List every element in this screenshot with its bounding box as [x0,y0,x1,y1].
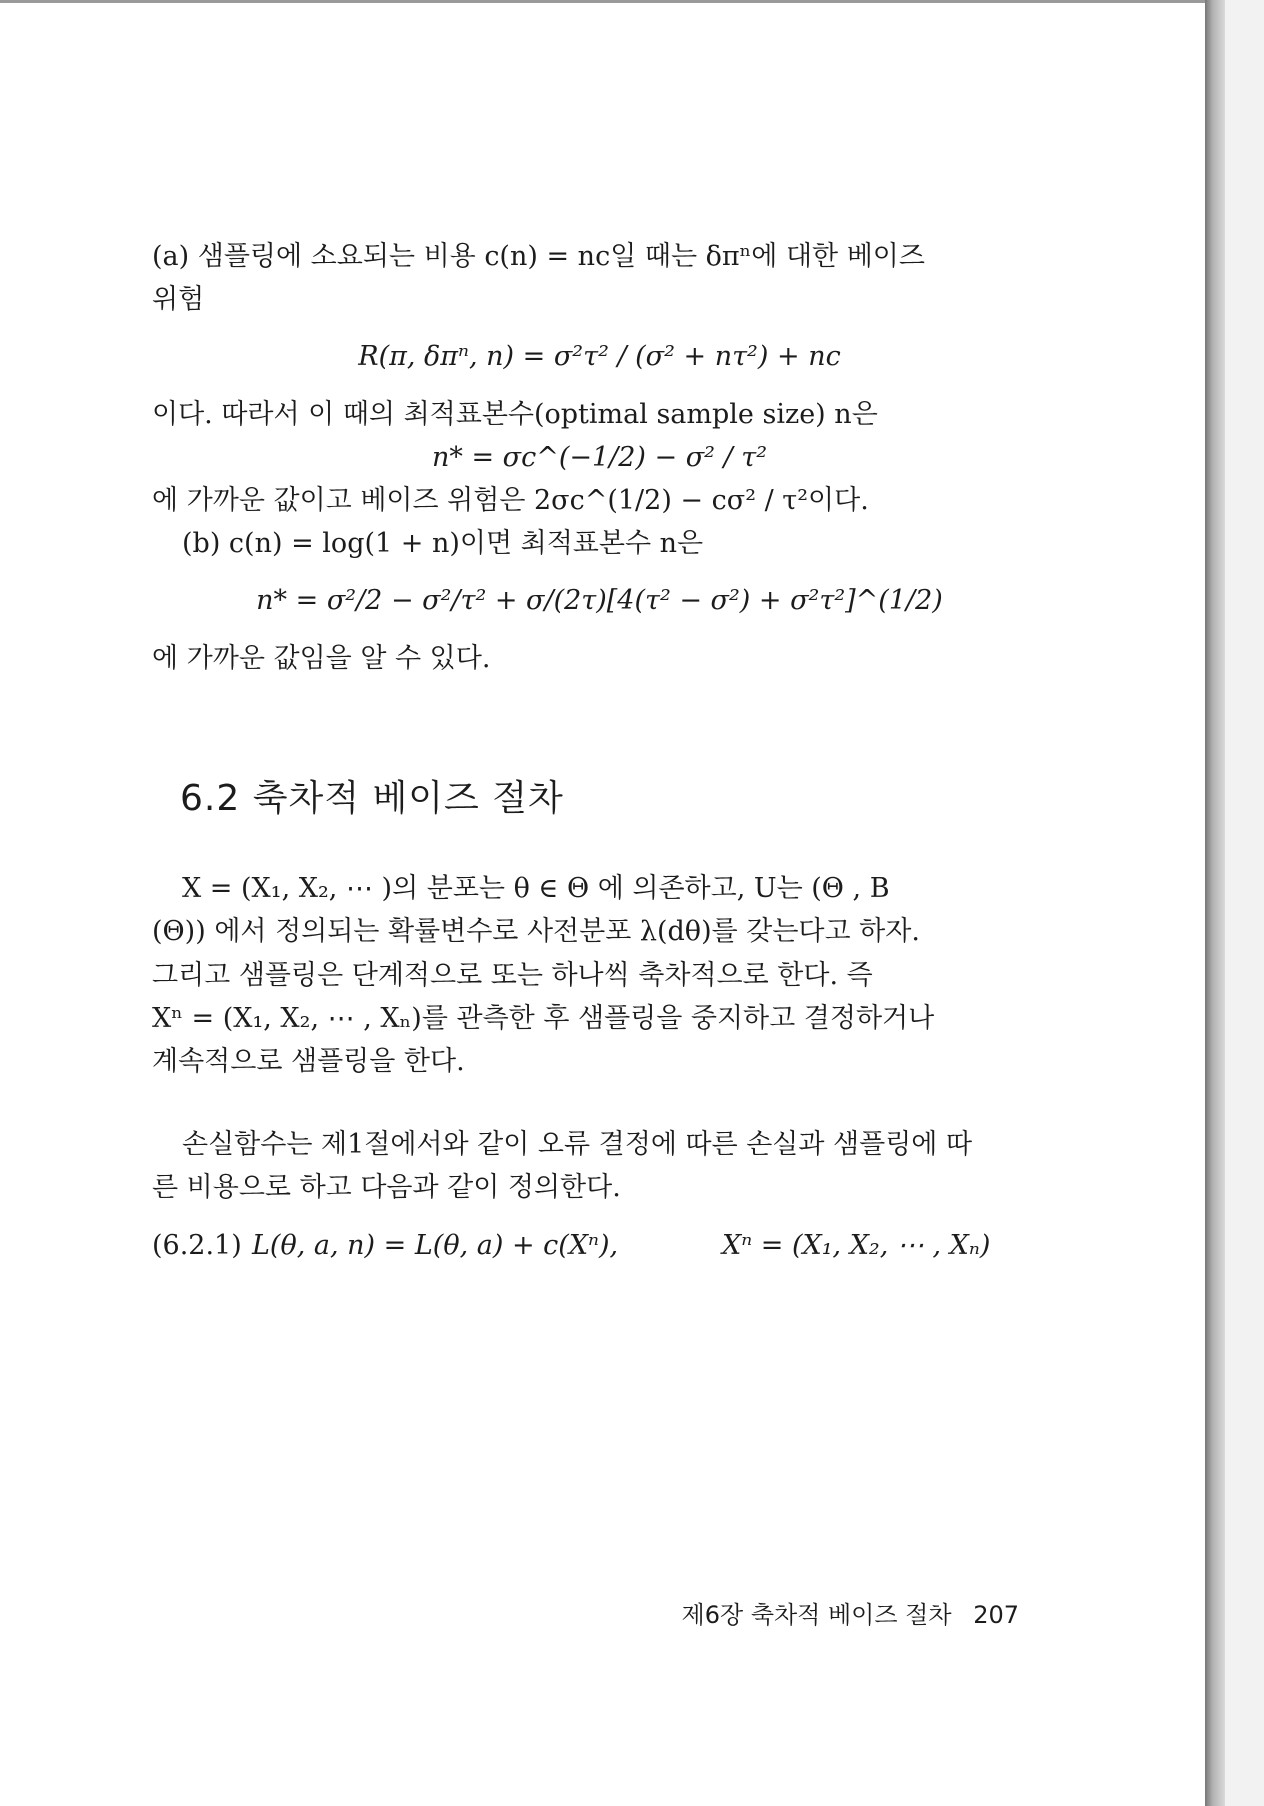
text-can-know: 에 가까운 값임을 알 수 있다. [152,642,491,674]
page-number: 207 [973,1601,1019,1629]
equation-6-2-1 [152,1224,1047,1267]
footer-chapter: 제6장 축차적 베이즈 절차 [681,1601,952,1629]
equation-label: (6.2.1) [152,1229,242,1261]
paragraph-a-line2: 위험 [152,284,205,316]
text-risk-value: 에 가까운 값이고 베이즈 위험은 2σc^(1/2) − cσ² / τ²이다. [152,484,869,516]
para1-line5: 계속적으로 샘플링을 한다. [152,1046,465,1078]
paragraph-b: (b) c(n) = log(1 + n)이면 최적표본수 n은 [182,528,704,560]
page-content [152,235,1047,1267]
page-edge [1225,0,1264,1806]
section-title: 6.2 축차적 베이즈 절차 [180,777,564,819]
para1-line4: Xⁿ = (X₁, X₂, ⋯ , Xₙ)를 관측한 후 샘플링을 중지하고 결정하거나 [152,1002,935,1034]
para2-line1: 손실함수는 제1절에서와 같이 오류 결정에 따른 손실과 샘플링에 따 [182,1129,973,1161]
page-edge-shadow [1205,0,1225,1806]
para2-line2: 른 비용으로 하고 다음과 같이 정의한다. [152,1172,621,1204]
equation-optimal-n-a: n* = σc^(−1/2) − σ² / τ² [431,441,768,473]
equation-rhs: Xⁿ = (X₁, X₂, ⋯ , Xₙ) [722,1229,991,1261]
text-optimal-sample-size: 이다. 따라서 이 때의 최적표본수(optimal sample size) n은 [152,398,878,430]
para1-line3: 그리고 샘플링은 단계적으로 또는 하나씩 축차적으로 한다. 즉 [152,959,873,991]
equation-bayes-risk: R(π, δπⁿ, n) = σ²τ² / (σ² + nτ²) + nc [358,341,841,373]
page-footer [682,1595,1019,1630]
paragraph-a-line1: (a) 샘플링에 소요되는 비용 c(n) = nc일 때는 δπⁿ에 대한 베이즈 [152,241,925,272]
equation-optimal-n-b: n* = σ²/2 − σ²/τ² + σ/(2τ)[4(τ² − σ²) + σ²τ²]^(1/2) [256,585,943,617]
equation-lhs: L(θ, a, n) = L(θ, a) + c(Xⁿ), [252,1229,619,1261]
para1-line2: (Θ)) 에서 정의되는 확률변수로 사전분포 λ(dθ)를 갖는다고 하자. [152,916,920,948]
para1-line1: X = (X₁, X₂, ⋯ )의 분포는 θ ∈ Θ 에 의존하고, U는 (Θ , B [182,873,890,905]
